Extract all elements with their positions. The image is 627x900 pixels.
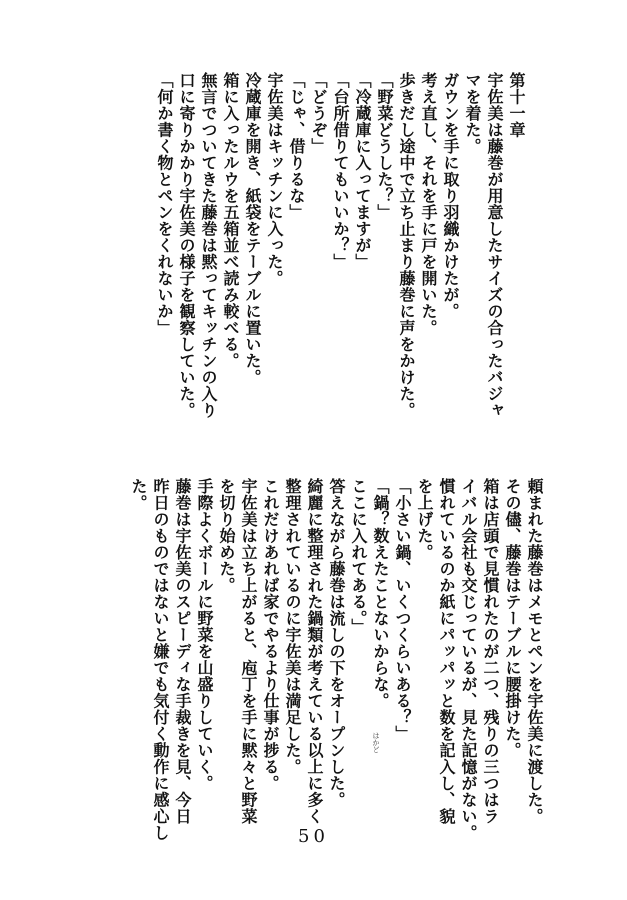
text-line: 「鍋？数えたことないからな。 (371, 478, 390, 709)
text-line: ガウンを手に取り羽織かけたが。 (441, 72, 460, 320)
text-line: 「野菜どうした？」 (375, 72, 394, 221)
page-number: 50 (298, 826, 329, 847)
text-line: 藤巻は宇佐美のスピーディな手裁きを見、今日 (173, 478, 192, 825)
text-line: 手際よくボールに野菜を山盛りしていく。 (195, 478, 214, 792)
text-line: その儘、藤巻はテーブルに腰掛けた。 (503, 478, 522, 759)
ruby-annotation: はかど (372, 732, 380, 753)
text-line: 昨日のものではないと嫌でも気付く動作に感心し (151, 478, 170, 841)
text-line: 「小さい鍋、いくつくらいある？」 (393, 478, 412, 742)
text-line: 答えながら藤巻は流しの下をオープンした。 (327, 478, 346, 808)
text-line: を切り始めた。 (217, 478, 236, 594)
text-line: 無言でついてきた藤巻は黙ってキッチンの入り (199, 72, 218, 419)
text-line: 「何か書く物とペンをくれないか」 (155, 72, 174, 336)
chapter-title: 第十一章 (507, 72, 526, 138)
text-line: 考え直し、それを手に戸を開いた。 (419, 72, 438, 336)
text-line: 宇佐美は立ち上がると、庖丁を手に黙々と野菜 (239, 478, 258, 825)
text-line: 口に寄りかかり宇佐美の様子を観察していた。 (177, 72, 196, 419)
text-line: 「台所借りてもいいか？」 (331, 72, 350, 270)
text-line: 宇佐美はキッチンに入った。 (265, 72, 284, 287)
text-line: 「どうぞ」 (309, 72, 328, 155)
text-line: 整理されているのに宇佐美は満足した。 (283, 478, 302, 775)
text-line: ここに入れてある。」 (349, 478, 368, 635)
text-line: 「じゃ、借りるな」 (287, 72, 306, 221)
upper-text-block (153, 72, 527, 419)
text-line: 綺麗に整理された鍋類が考えている以上に多く (305, 478, 324, 825)
text-line: マを着た。 (463, 72, 482, 155)
text-line: を上げた。 (415, 478, 434, 561)
text-line: 宇佐美は藤巻が用意したサイズの合ったバジャ (485, 72, 504, 419)
text-line: 頼まれた藤巻はメモとペンを宇佐美に渡した。 (525, 478, 544, 825)
text-line: 箱は店頭で見慣れたのが二つ、残りの三つはラ (481, 478, 500, 825)
text-line: 慣れているのか紙にパッパッと数を記入し、貌 (437, 478, 456, 825)
text-line: 冷蔵庫を開き、紙袋をテーブルに置いた。 (243, 72, 262, 386)
text-line: た。 (129, 478, 148, 511)
text-line: 「冷蔵庫に入ってますが」 (353, 72, 372, 270)
text-line: 箱に入ったルウを五箱並べ読み較べる。 (221, 72, 240, 369)
text-line: これだけあれば家でやるより仕事が捗る。 (261, 478, 280, 792)
text-line: 歩きだし途中で立ち止まり藤巻に声をかけた。 (397, 72, 416, 419)
text-line: イバル会社も交じっているが、見た記憶がない。 (459, 478, 478, 841)
